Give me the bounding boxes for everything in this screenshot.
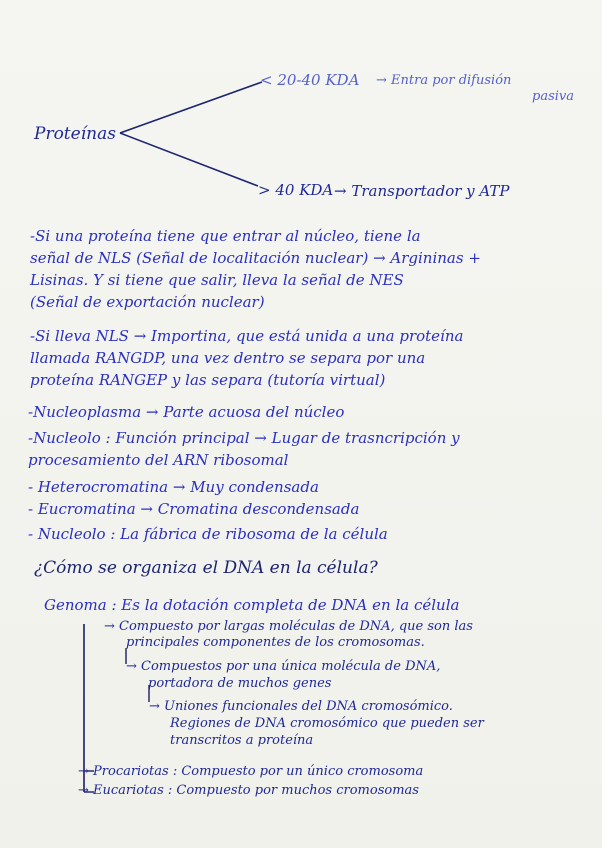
note-heterocromatina: - Heterocromatina → Muy condensada — [28, 478, 319, 496]
genoma-item-3-line-2: Regiones de DNA cromosómico que pueden ser — [170, 716, 484, 731]
note-nls-line-1: -Si una proteína tiene que entrar al núcleo, tiene la — [30, 227, 421, 245]
question-heading: ¿Cómo se organiza el DNA en la célula? — [34, 558, 378, 578]
note-nls-line-3: Lisinas. Y si tiene que salir, lleva la señal de NES — [30, 271, 404, 289]
note-nucleolo-fabrica: - Nucleolo : La fábrica de ribosoma de la célula — [28, 525, 388, 543]
genoma-eucariotas: → Eucariotas : Compuesto por muchos cromosomas — [78, 783, 419, 798]
proteinas-label: Proteínas — [34, 124, 116, 144]
genoma-procariotas: → Procariotas : Compuesto por un único cromosoma — [78, 764, 424, 779]
note-nls-line-2: señal de NLS (Señal de localitación nuclear) → Argininas + — [30, 249, 481, 267]
genoma-item-3-line-3: transcritos a proteína — [170, 733, 314, 748]
genoma-item-3-line-1: → Uniones funcionales del DNA cromosómico. — [149, 699, 453, 714]
note-nucleoplasma: -Nucleoplasma → Parte acuosa del núcleo — [28, 403, 345, 421]
genoma-item-1-line-2: principales componentes de los cromosomas. — [126, 635, 425, 650]
branch-large-result: → Transportador y ATP — [334, 182, 510, 200]
note-eucromatina: - Eucromatina → Cromatina descondensada — [28, 500, 360, 518]
genoma-item-1-line-1: → Compuesto por largas moléculas de DNA, que son las — [104, 619, 473, 634]
note-importina-line-2: llamada RANGDP, una vez dentro se separa por una — [30, 349, 426, 367]
branch-large-size: > 40 KDA — [258, 181, 334, 199]
genoma-title: Genoma : Es la dotación completa de DNA en la célula — [44, 596, 460, 614]
genoma-item-2-line-1: → Compuestos por una única molécula de DNA, — [126, 659, 441, 674]
note-nls-line-4: (Señal de exportación nuclear) — [30, 293, 265, 311]
note-importina-line-3: proteína RANGEP y las separa (tutoría virtual) — [30, 371, 386, 389]
branch-small-result: → Entra por difusión — [376, 73, 512, 88]
branch-small-result-cont: pasiva — [532, 89, 574, 104]
genoma-item-2-line-2: portadora de muchos genes — [148, 676, 332, 691]
branch-small-size: < 20-40 KDA — [260, 71, 360, 89]
note-nucleolo-line-2: procesamiento del ARN ribosomal — [28, 451, 289, 469]
note-importina-line-1: -Si lleva NLS → Importina, que está unida a una proteína — [30, 327, 464, 345]
note-nucleolo-line-1: -Nucleolo : Función principal → Lugar de trasncripción y — [28, 429, 460, 447]
